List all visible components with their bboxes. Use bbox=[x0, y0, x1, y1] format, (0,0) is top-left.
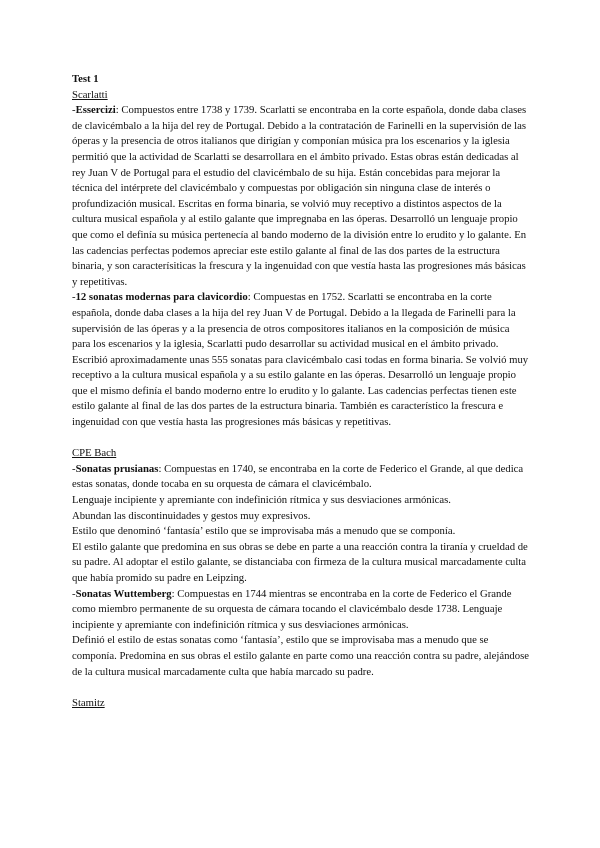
paragraph-line: Estilo que denominó ‘fantasía’ estilo que se improvisaba más a menudo que se componía. bbox=[72, 525, 456, 538]
section-heading-stamitz: Stamitz bbox=[72, 696, 105, 709]
paragraph-line: Lenguaje incipiente y apremiante con indefinición rítmica y sus desviaciones armónicas. bbox=[72, 494, 451, 507]
document-title: Test 1 bbox=[72, 73, 99, 85]
item-dash: - bbox=[72, 587, 76, 600]
item-text-essercizi: : Compuestos entre 1738 y 1739. Scarlatti se encontraba en la corte española, donde daba clases de clavicémbalo a la hija del rey de Portugal. Debido a la contratación de Farinelli en la supervisión de las óperas y la presencia de otros italianos que dirigían y componían música pra los escenarios y la iglesia permitió que la actividad de Scarlatti se desarrollara en el ámbito privado. Estas obras están dedicadas al rey Juan V de Portugal para el estudio del clavicémbalo de su hija. Están concebidas para mejorar la técnica del intérprete del clavicémbalo y compuestas por obligación sin ninguna clase de interés o profundización musical. Escritas en forma binaria, se volvió muy receptivo a distintos aspectos de la cultura musical española y al estilo galante que impregnaba en las óperas. Desarrolló un lenguaje propio que como el definía su música pertenecía al bando moderno de la división entre lo erudito y lo galante. En las cadencias perfectas podemos apreciar este estilo galante al final de las dos partes de la estructura binaria, y son caracterísiticas la frescura y la ingenuidad con que vestía hasta las progresiones más básicas y repetitivas. bbox=[72, 104, 527, 288]
spacer bbox=[72, 431, 530, 447]
item-dash: - bbox=[72, 104, 76, 117]
paragraph-12-sonatas bbox=[72, 290, 530, 430]
item-label-essercizi: Essercizi bbox=[75, 104, 116, 117]
item-text-12-sonatas: : Compuestas en 1752. Scarlatti se encontraba en la corte española, donde daba clases a la hija del rey Juan V de Portugal. Debido a la llegada de Farinelli para la supervisión de las óperas y a la presencia de otros compositores italianos en la composición de música para los escenarios y la iglesia, Scarlatti pudo desarrollar su actividad musical en el ámbito privado. Escribió aproximadamente unas 555 sonatas para clavicémbalo casi todas en forma binaria. Se volvió muy receptivo a la cultura musical española y a su estilo galante en las óperas. Desarrolló un lenguaje propio que el mismo definía el bando moderno entre lo erudito y lo galante. Las cadencias perfectas tienen este estilo galante al final de las dos partes de la estructura binaria. También es característico la frescura e ingenuidad con que vestía hasta las progresiones más básicas y repetitivas. bbox=[72, 291, 529, 429]
spacer bbox=[72, 680, 530, 696]
item-label-sonatas-wuttemberg: Sonatas Wuttemberg bbox=[75, 587, 172, 600]
section-heading-scarlatti: Scarlatti bbox=[72, 88, 108, 101]
document-page bbox=[72, 72, 530, 711]
paragraph-line: Definió el estilo de estas sonatas como ‘fantasía’, estilo que se improvisaba mas a menudo que se componía. Predomina en sus obras el estilo galante en parte como una reacción contra su padre, alejándose de la cultura musical marcadamente culta que había marcado su padre. bbox=[72, 634, 530, 678]
paragraph-line: Abundan las discontinuidades y gestos muy expresivos. bbox=[72, 509, 311, 522]
item-dash: - bbox=[72, 291, 76, 304]
paragraph-sonatas-prusianas bbox=[72, 462, 530, 493]
item-dash: - bbox=[72, 462, 76, 475]
item-label-12-sonatas: 12 sonatas modernas para clavicordio bbox=[75, 291, 248, 304]
section-heading-cpe-bach: CPE Bach bbox=[72, 447, 117, 460]
paragraph-line: El estilo galante que predomina en sus obras se debe en parte a una reacción contra la tiranía y crueldad de su padre. Al adoptar el estilo galante, se distanciaba con firmeza de la cultura musical marcadamente culta que había promido su padre en Leipzing. bbox=[72, 540, 528, 584]
paragraph-sonatas-wuttemberg bbox=[72, 587, 530, 634]
paragraph-essercizi bbox=[72, 103, 530, 290]
item-text-sonatas-wuttemberg: : Compuestas en 1744 mientras se encontraba en la corte de Federico el Grande como miembro permanente de su orquesta de cámara tocando el clavicémbalo desde 1738. Lenguaje incipiente y apremiante con indefinición rítmica y sus desviaciones armónicas. bbox=[72, 587, 512, 631]
item-text-sonatas-prusianas: : Compuestas en 1740, se encontraba en la corte de Federico el Grande, al que dedica estas sonatas, donde tocaba en su orquesta de cámara el clavicémbalo. bbox=[72, 462, 524, 491]
item-label-sonatas-prusianas: Sonatas prusianas bbox=[75, 462, 159, 475]
